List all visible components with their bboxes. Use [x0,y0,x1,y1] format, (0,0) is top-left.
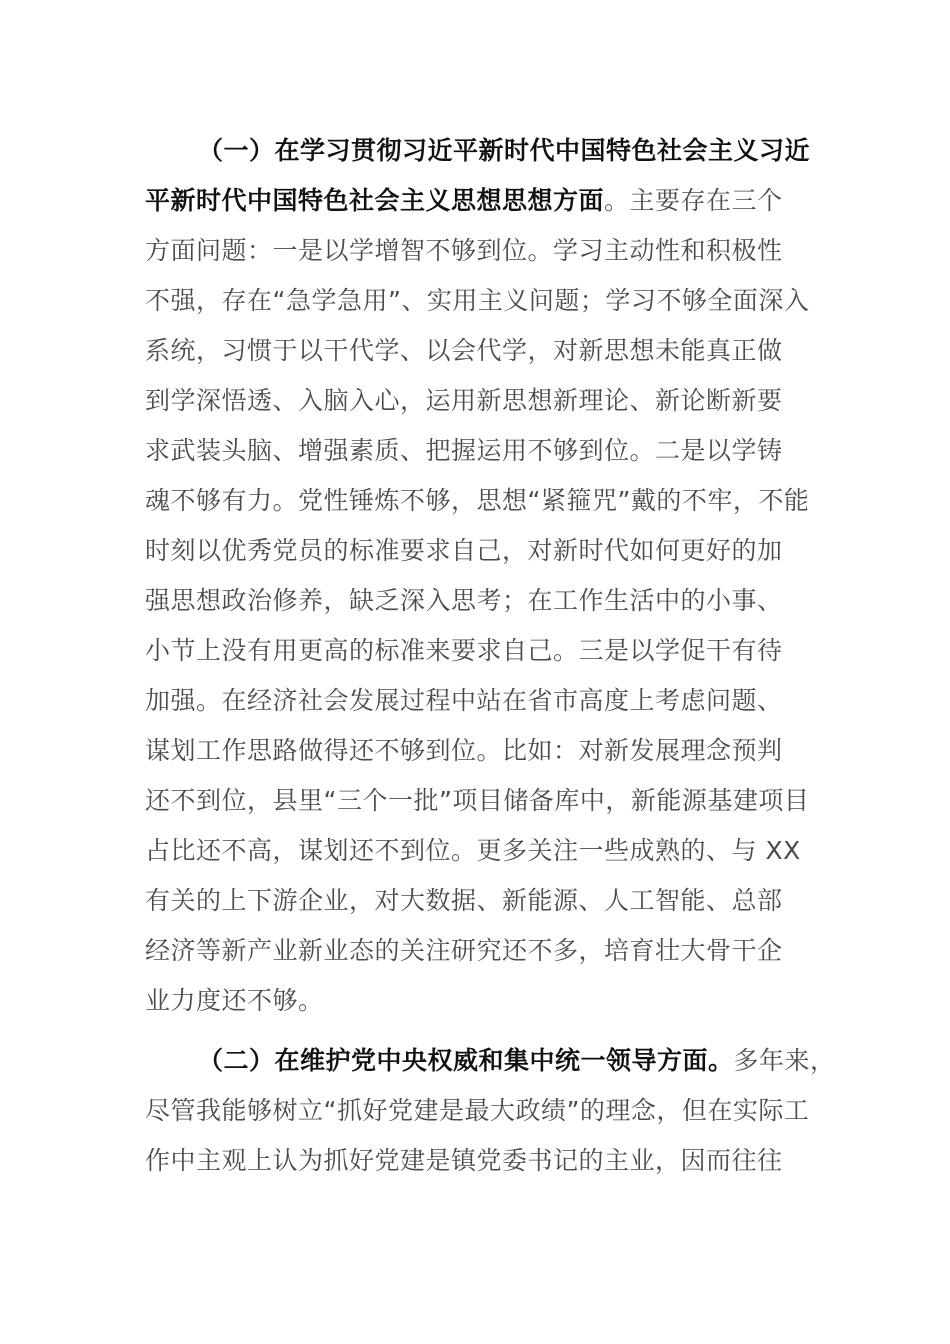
section1-line18: 业力度还不够。 [145,986,324,1015]
section1-line6: 到学深悟透、入脑入心，运用新思想新理论、新论断新要 [145,386,783,415]
section1-line2-rest: 。主要存在三个 [604,186,783,215]
section1-line5: 系统，习惯于以干代学、以会代学，对新思想未能真正做 [145,336,783,365]
section1-line16: 有关的上下游企业，对大数据、新能源、人工智能、总部 [145,886,783,915]
section1-line3: 方面问题：一是以学增智不够到位。学习主动性和积极性 [145,236,783,265]
section2-line2: 尽管我能够树立“抓好党建是最大政绩”的理念，但在实际工 [145,1096,810,1125]
section1-line8: 魂不够有力。党性锤炼不够，思想“紧箍咒”戴的不牢，不能 [145,486,810,515]
section1-line4: 不强，存在“急学急用”、实用主义问题；学习不够全面深入 [145,286,810,315]
section1-line10: 强思想政治修养，缺乏深入思考；在工作生活中的小事、 [145,586,783,615]
section2-line1-rest: 多年来， [733,1046,836,1075]
section1-line14: 还不到位，县里“三个一批”项目储备库中，新能源基建项目 [145,786,810,815]
section2-line3: 作中主观上认为抓好党建是镇党委书记的主业，因而往往 [145,1146,783,1175]
section1-line11: 小节上没有用更高的标准来要求自己。三是以学促干有待 [145,636,783,665]
section1-line2 [145,181,805,221]
section1-line17: 经济等新产业新业态的关注研究还不多，培育壮大骨干企 [145,936,783,965]
section1-line9: 时刻以优秀党员的标准要求自己，对新时代如何更好的加 [145,536,783,565]
section1-line7: 求武装头脑、增强素质、把握运用不够到位。二是以学铸 [145,436,783,465]
section2-heading: （二）在维护党中央权威和集中统一领导方面。 [198,1046,734,1075]
section1-line13: 谋划工作思路做得还不够到位。比如：对新发展理念预判 [145,736,783,765]
section1-heading-line1: （一）在学习贯彻习近平新时代中国特色社会主义习近 [198,136,811,165]
section2-line1 [198,1041,838,1081]
section1-heading-line2: 平新时代中国特色社会主义思想思想方面 [145,186,605,215]
section1-line12: 加强。在经济社会发展过程中站在省市高度上考虑问题、 [145,686,783,715]
section1-line15: 占比还不高，谋划还不到位。更多关注一些成熟的、与 XX [145,836,801,865]
